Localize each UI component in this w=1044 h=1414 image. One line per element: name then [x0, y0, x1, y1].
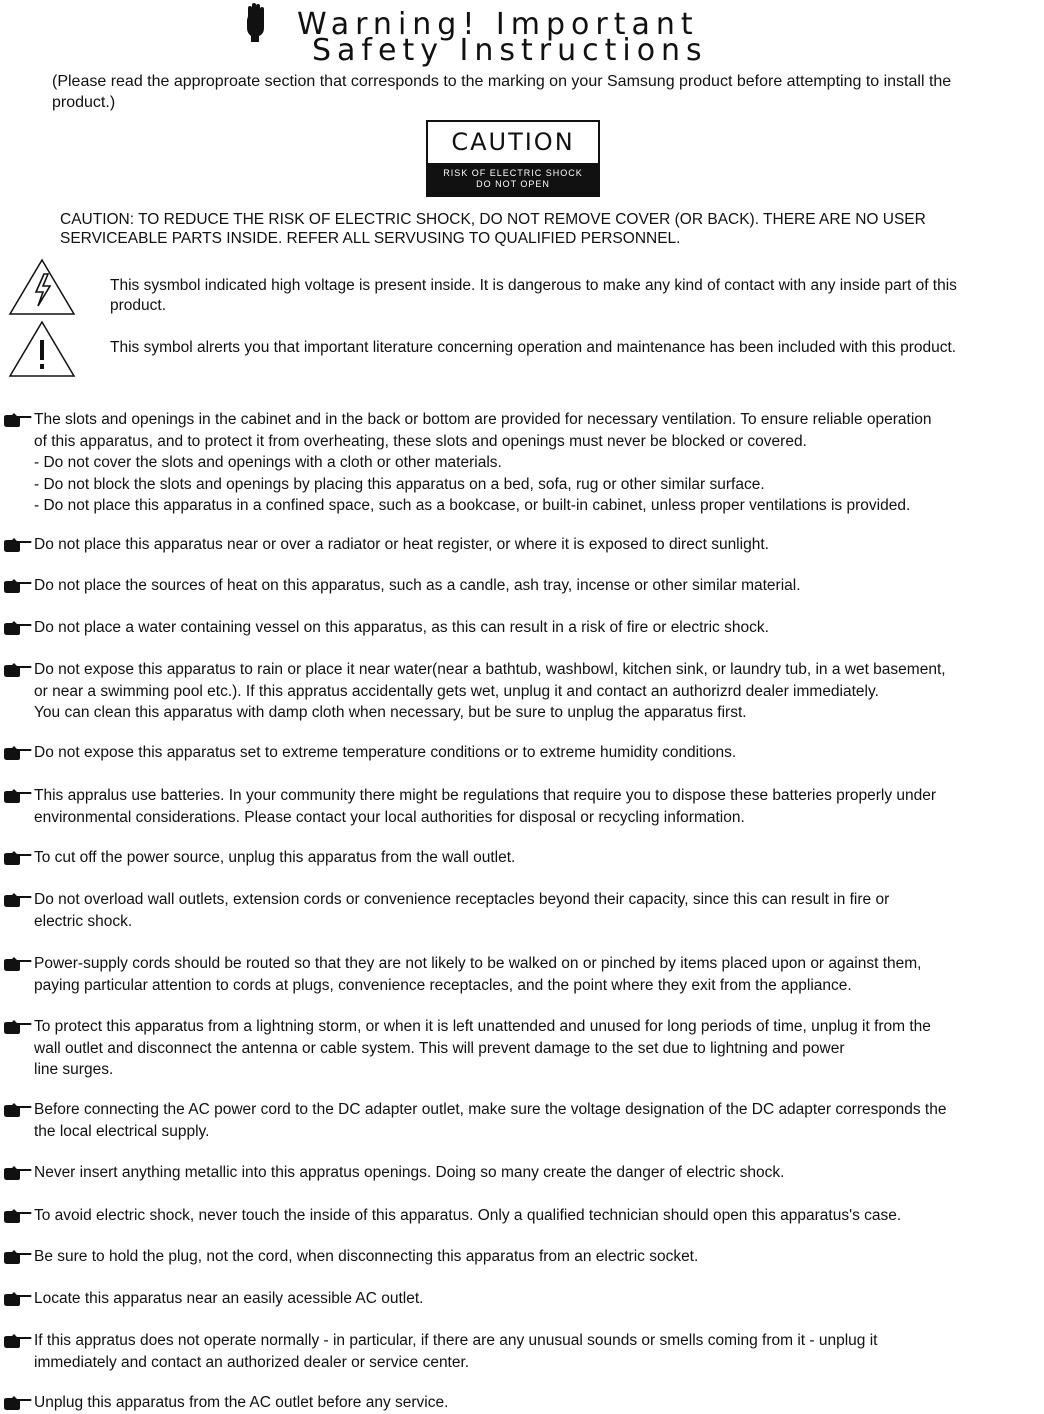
caution-label-subtitle [428, 163, 598, 195]
caution-label-line2: DO NOT OPEN [476, 179, 550, 189]
instruction-line: The slots and openings in the cabinet and in the back or bottom are provided for necessary ventilation. To ensure reliable operation [34, 411, 932, 428]
instruction-line: To protect this apparatus from a lightning storm, or when it is left unattended and unused for long periods of time, unplug it from the [34, 1018, 931, 1035]
instruction-line: Before connecting the AC power cord to the DC adapter outlet, make sure the voltage designation of the DC adapter corresponds the [34, 1101, 947, 1118]
exclamation-warning-icon [8, 320, 76, 378]
instruction-line: Power-supply cords should be routed so that they are not likely to be walked on or pinched by items placed upon or against them, [34, 955, 922, 972]
instruction-line: electric shock. [34, 912, 133, 930]
symbol-text-literature: This symbol alrerts you that important literature concerning operation and maintenance has been included with this product. [110, 339, 957, 356]
pointing-hand-icon [2, 413, 32, 427]
pointing-hand-icon [2, 579, 32, 593]
pointing-hand-icon [2, 1334, 32, 1348]
instruction-line: Locate this apparatus near an easily acessible AC outlet. [34, 1290, 424, 1307]
symbol-text-high-voltage: This sysmbol indicated high voltage is present inside. It is dangerous to make any kind of contact with any inside part of this product. [110, 277, 957, 314]
instruction-line: Never insert anything metallic into this appratus openings. Doing so many create the danger of electric shock. [34, 1164, 785, 1181]
instruction-line: the local electrical supply. [34, 1122, 210, 1140]
caution-label [426, 120, 600, 197]
instruction-line: paying particular attention to cords at plugs, convenience receptacles, and the point where they exit from the appliance. [34, 976, 852, 994]
pointing-hand-icon [2, 1209, 32, 1223]
instruction-line: of this apparatus, and to protect it from overheating, these slots and openings must never be blocked or covered. [34, 432, 807, 450]
pointing-hand-icon [2, 851, 32, 865]
pointing-hand-icon [2, 1020, 32, 1034]
symbol-row-high-voltage [8, 258, 1008, 318]
pointing-hand-icon [2, 1396, 32, 1410]
instruction-line: environmental considerations. Please contact your local authorities for disposal or recycling information. [34, 808, 745, 826]
instruction-line: Unplug this apparatus from the AC outlet before any service. [34, 1394, 449, 1411]
pointing-hand-icon [2, 957, 32, 971]
pointing-hand-icon [2, 746, 32, 760]
instruction-line: Be sure to hold the plug, not the cord, when disconnecting this apparatus from an electric socket. [34, 1248, 699, 1265]
pointing-hand-icon [2, 1292, 32, 1306]
instruction-subitem: - Do not block the slots and openings by placing this apparatus on a bed, sofa, rug or other similar surface. [34, 475, 765, 493]
instruction-line: Do not place this apparatus near or over a radiator or heat register, or where it is exposed to direct sunlight. [34, 536, 769, 553]
pointing-hand-icon [2, 893, 32, 907]
caution-statement: CAUTION: TO REDUCE THE RISK OF ELECTRIC SHOCK, DO NOT REMOVE COVER (OR BACK). THERE ARE NO USER SERVICEABLE PARTS INSIDE. REFER ALL SERVUSING TO QUALIFIED PERSONNEL. [60, 211, 926, 247]
instruction-line: Do not expose this apparatus set to extreme temperature conditions or to extreme humidity conditions. [34, 744, 737, 761]
pointing-hand-icon [2, 538, 32, 552]
pointing-hand-icon [2, 1166, 32, 1180]
caution-label-line1: RISK OF ELECTRIC SHOCK [443, 168, 583, 178]
pointing-hand-icon [2, 1103, 32, 1117]
instruction-subitem: - Do not place this apparatus in a confined space, such as a bookcase, or built-in cabinet, unless proper ventilations is provided. [34, 497, 911, 514]
instruction-line: This appralus use batteries. In your community there might be regulations that require you to dispose these batteries properly under [34, 787, 937, 804]
instruction-line: You can clean this apparatus with damp cloth when necessary, but be sure to unplug the apparatus first. [34, 704, 747, 721]
title-line2-text: Safety Instructions [312, 33, 708, 68]
instruction-line: or near a swimming pool etc.). If this appratus accidentally gets wet, unplug it and contact an authorizrd dealer immediately. [34, 682, 879, 700]
instruction-line: Do not place a water containing vessel on this apparatus, as this can result in a risk of fire or electric shock. [34, 619, 769, 636]
instruction-line: To avoid electric shock, never touch the inside of this apparatus. Only a qualified technician should open this apparatus's case. [34, 1207, 902, 1224]
instruction-subitem: - Do not cover the slots and openings with a cloth or other materials. [34, 454, 502, 471]
title-line1-text: Warning! Important [297, 7, 699, 42]
intro-note: (Please read the approproate section that corresponds to the marking on your Samsung product before attempting to install the product.) [52, 73, 952, 111]
symbol-row-literature [8, 320, 1008, 380]
instruction-line: wall outlet and disconnect the antenna or cable system. This will prevent damage to the set due to lightning and power [34, 1039, 845, 1057]
instruction-line: immediately and contact an authorized dealer or service center. [34, 1353, 470, 1371]
instruction-line: Do not place the sources of heat on this apparatus, such as a candle, ash tray, incense or other similar material. [34, 577, 801, 594]
instruction-line: To cut off the power source, unplug this apparatus from the wall outlet. [34, 849, 516, 866]
hand-stop-icon [245, 2, 267, 42]
instruction-line: If this appratus does not operate normally - in particular, if there are any unusual sounds or smells coming from it - unplug it [34, 1332, 878, 1349]
instruction-line: Do not overload wall outlets, extension cords or convenience receptacles beyond their capacity, since this can result in fire or [34, 891, 890, 908]
pointing-hand-icon [2, 621, 32, 635]
pointing-hand-icon [2, 1250, 32, 1264]
pointing-hand-icon [2, 789, 32, 803]
caution-label-title: CAUTION [451, 128, 575, 156]
lightning-warning-icon [8, 258, 76, 316]
pointing-hand-icon [2, 663, 32, 677]
instruction-line: Do not expose this apparatus to rain or place it near water(near a bathtub, washbowl, kitchen sink, or laundry tub, in a wet basement, [34, 661, 946, 678]
instruction-line: line surges. [34, 1061, 114, 1078]
